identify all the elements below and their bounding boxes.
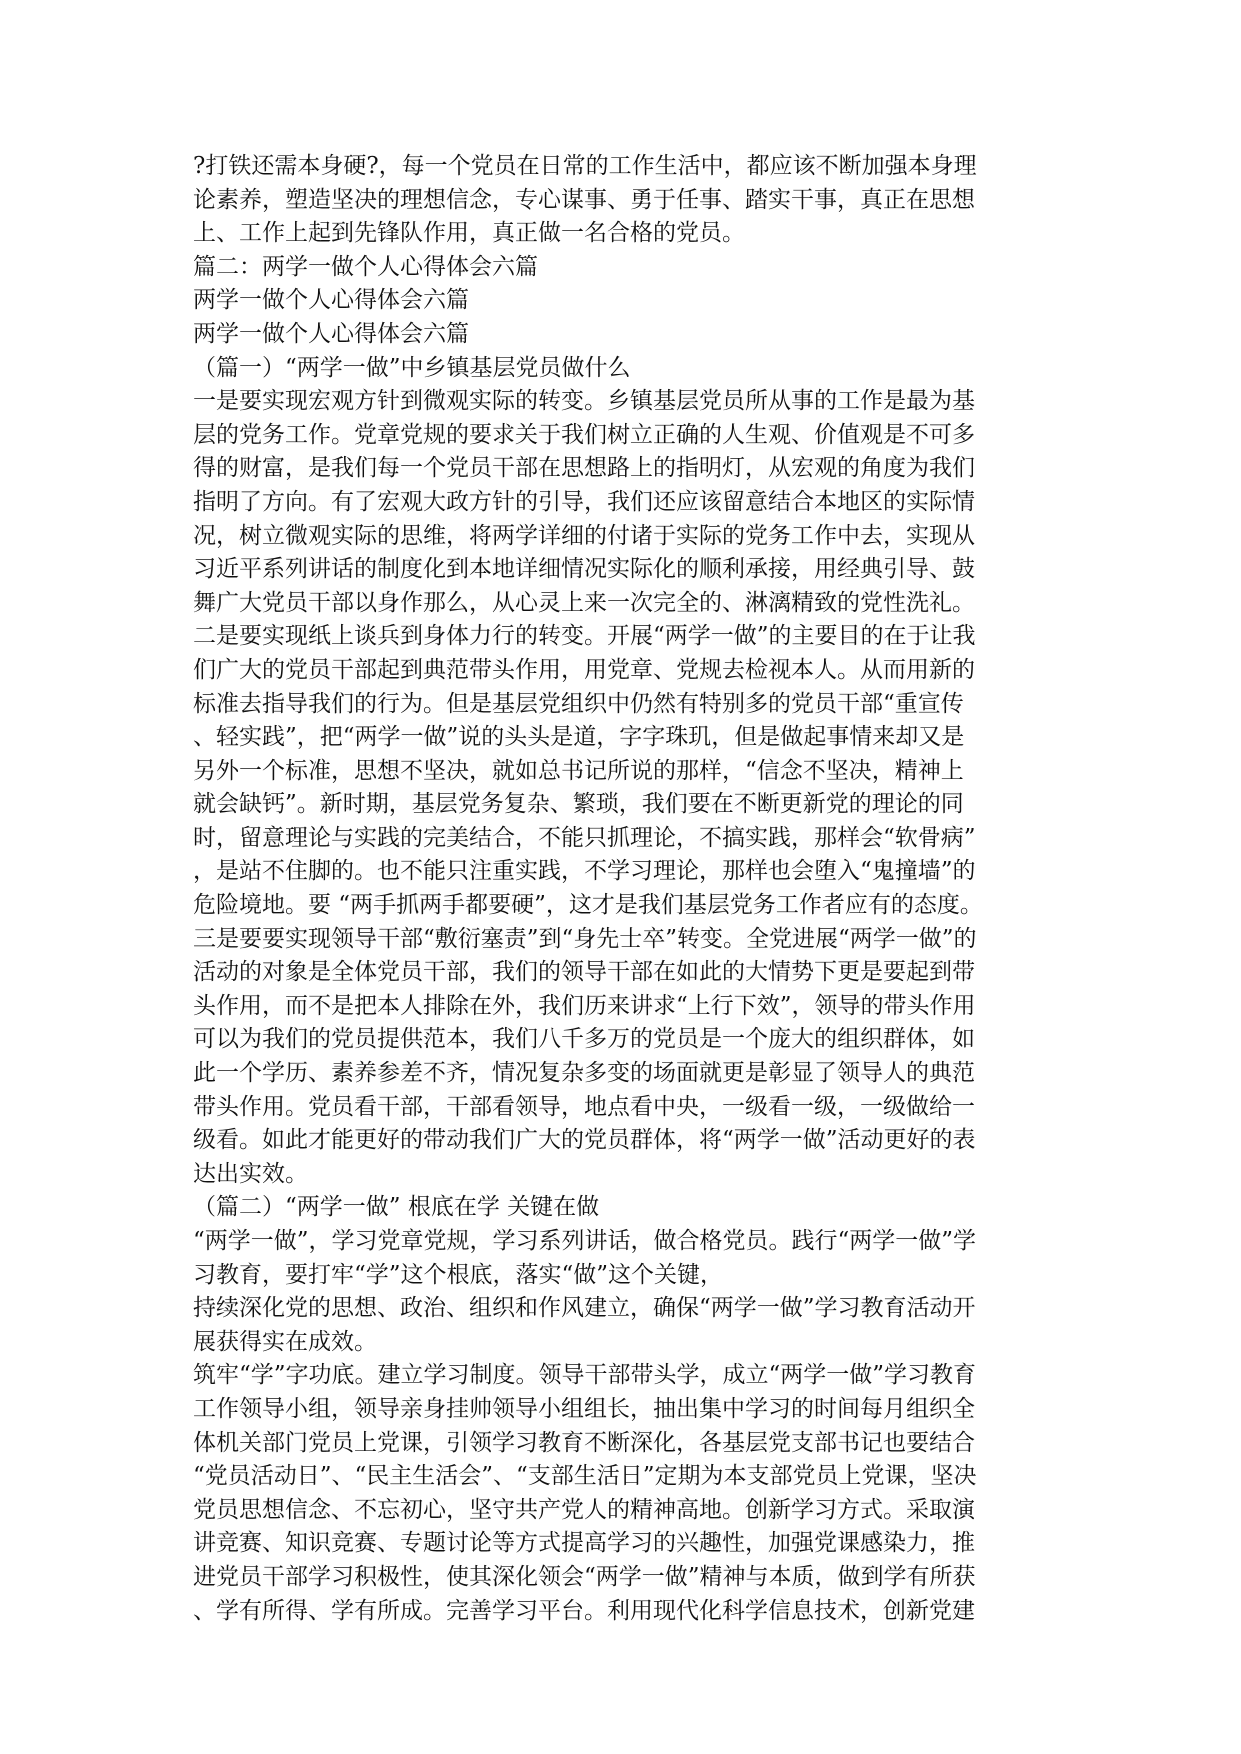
- text-line: 标准去指导我们的行为。但是基层党组织中仍然有特别多的党员干部“重宣传: [193, 690, 964, 717]
- text-line: 级看。如此才能更好的带动我们广大的党员群体，将“两学一做”活动更好的表: [193, 1127, 976, 1154]
- section-title: 两学一做个人心得体会六篇: [193, 320, 469, 347]
- text-line: 时，留意理论与实践的完美结合，不能只抓理论，不搞实践，那样会“软骨病”: [193, 824, 976, 851]
- text-line: 可以为我们的党员提供范本，我们八千多万的党员是一个庞大的组织群体，如: [193, 1026, 975, 1053]
- text-line: 得的财富，是我们每一个党员干部在思想路上的指明灯，从宏观的角度为我们: [193, 455, 975, 482]
- text-line: 、轻实践”，把“两学一做”说的头头是道，字字珠玑，但是做起事情来却又是: [193, 724, 965, 751]
- text-line: 况，树立微观实际的思维，将两学详细的付诸于实际的党务工作中去，实现从: [193, 522, 975, 549]
- text-line: 筑牢“学”字功底。建立学习制度。领导干部带头学，成立“两学一做”学习教育: [193, 1362, 977, 1389]
- text-line: 带头作用。党员看干部，干部看领导，地点看中央，一级看一级，一级做给一: [193, 1093, 975, 1120]
- text-line: 危险境地。要 “两手抓两手都要硬”，这才是我们基层党务工作者应有的态度。: [193, 892, 983, 919]
- text-line: 舞广大党员干部以身作那么，从心灵上来一次完全的、淋漓精致的党性洗礼。: [193, 589, 975, 616]
- text-line: 论素养，塑造坚决的理想信念，专心谋事、勇于任事、踏实干事，真正在思想: [193, 186, 975, 213]
- document-body: [193, 150, 1073, 1628]
- text-line: 讲竞赛、知识竞赛、专题讨论等方式提高学习的兴趣性，加强党课感染力，推: [193, 1530, 975, 1557]
- text-line: 展获得实在成效。: [193, 1328, 377, 1355]
- text-line: 习教育，要打牢“学”这个根底，落实“做”这个关键，: [193, 1261, 724, 1288]
- article-title: （篇一）“两学一做”中乡镇基层党员做什么: [193, 354, 631, 381]
- text-line: 就会缺钙”。新时期，基层党务复杂、繁琐，我们要在不断更新党的理论的同: [193, 791, 964, 818]
- text-line: 三是要要实现领导干部“敷衍塞责”到“身先士卒”转变。全党进展“两学一做”的: [193, 925, 977, 952]
- article-title: （篇二）“两学一做” 根底在学 关键在做: [193, 1194, 600, 1221]
- text-line: 达出实效。: [193, 1160, 308, 1187]
- text-line: 二是要实现纸上谈兵到身体力行的转变。开展“两学一做”的主要目的在于让我: [193, 623, 976, 650]
- text-line: 习近平系列讲话的制度化到本地详细情况实际化的顺利承接，用经典引导、鼓: [193, 556, 975, 583]
- text-line: “党员活动日”、“民主生活会”、“支部生活日”定期为本支部党员上党课，坚决: [193, 1463, 977, 1490]
- text-line: 们广大的党员干部起到典范带头作用，用党章、党规去检视本人。从而用新的: [193, 656, 975, 683]
- text-line: 指明了方向。有了宏观大政方针的引导，我们还应该留意结合本地区的实际情: [193, 488, 975, 515]
- text-line: 进党员干部学习积极性，使其深化领会“两学一做”精神与本质，做到学有所获: [193, 1563, 976, 1590]
- text-line: 工作领导小组，领导亲身挂帅领导小组组长，抽出集中学习的时间每月组织全: [193, 1395, 975, 1422]
- section-heading: 篇二：两学一做个人心得体会六篇: [193, 253, 538, 280]
- text-line: 持续深化党的思想、政治、组织和作风建立，确保“两学一做”学习教育活动开: [193, 1295, 976, 1322]
- text-line: 活动的对象是全体党员干部，我们的领导干部在如此的大情势下更是要起到带: [193, 959, 975, 986]
- text-line: 层的党务工作。党章党规的要求关于我们树立正确的人生观、价值观是不可多: [193, 421, 975, 448]
- text-line: ?打铁还需本身硬?，每一个党员在日常的工作生活中，都应该不断加强本身理: [193, 153, 977, 179]
- text-line: 此一个学历、素养参差不齐，情况复杂多变的场面就更是彰显了领导人的典范: [193, 1060, 975, 1087]
- text-line: 体机关部门党员上党课，引领学习教育不断深化，各基层党支部书记也要结合: [193, 1429, 975, 1456]
- text-line: 另外一个标准，思想不坚决，就如总书记所说的那样，“信念不坚决，精神上: [193, 757, 964, 784]
- section-title: 两学一做个人心得体会六篇: [193, 287, 469, 314]
- text-line: 上、工作上起到先锋队作用，真正做一名合格的党员。: [193, 220, 745, 247]
- text-line: 一是要实现宏观方针到微观实际的转变。乡镇基层党员所从事的工作是最为基: [193, 388, 975, 415]
- text-line: 党员思想信念、不忘初心，坚守共产党人的精神高地。创新学习方式。采取演: [193, 1496, 975, 1523]
- text-line: 、学有所得、学有所成。完善学习平台。利用现代化科学信息技术，创新党建: [193, 1597, 975, 1624]
- text-line: 头作用，而不是把本人排除在外，我们历来讲求“上行下效”，领导的带头作用: [193, 992, 976, 1019]
- text-line: “两学一做”，学习党章党规，学习系列讲话，做合格党员。践行“两学一做”学: [193, 1228, 977, 1254]
- text-line: ，是站不住脚的。也不能只注重实践，不学习理论，那样也会堕入“鬼撞墙”的: [193, 858, 976, 885]
